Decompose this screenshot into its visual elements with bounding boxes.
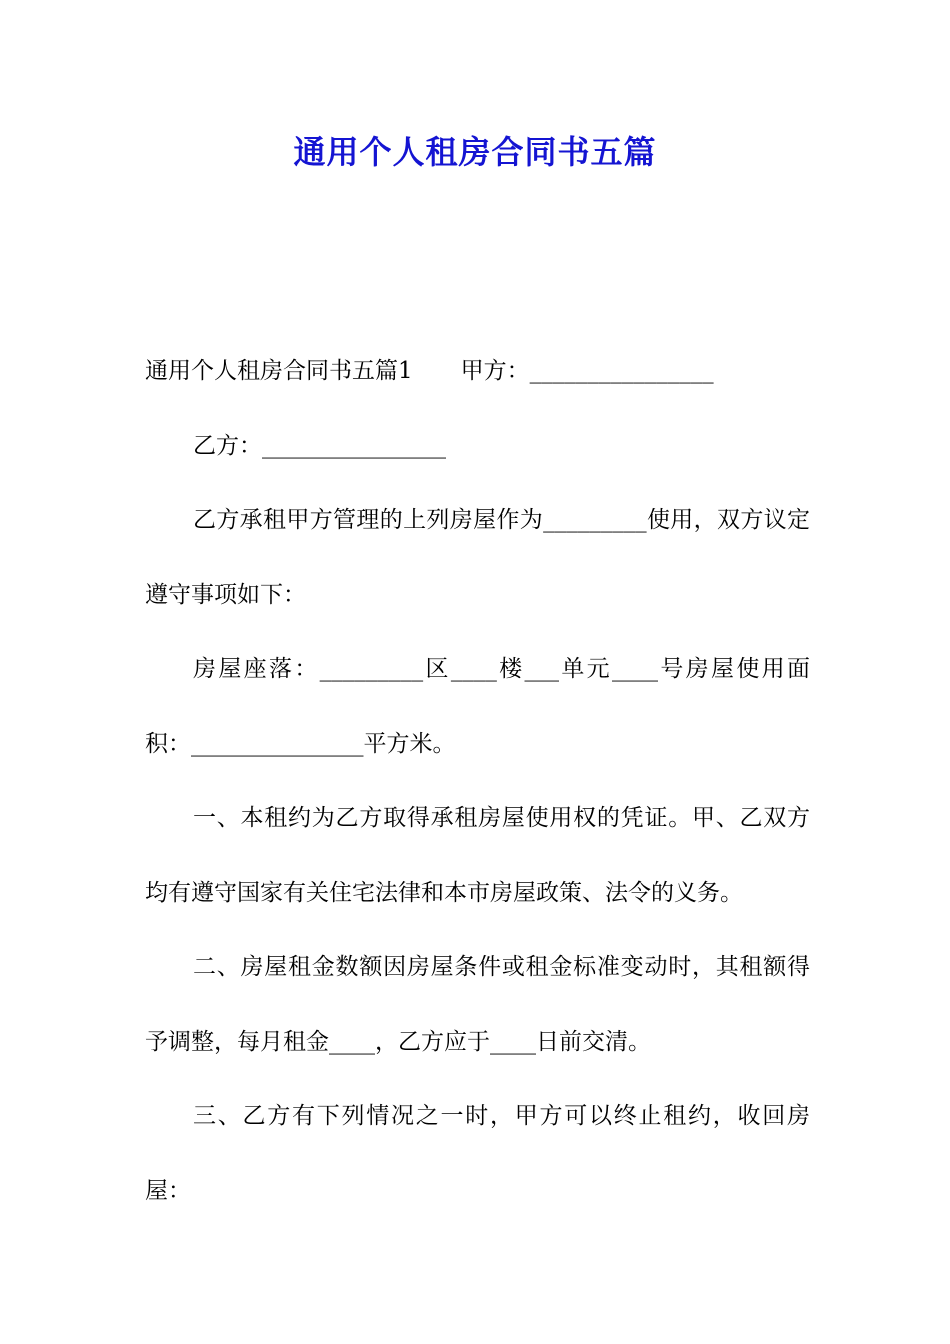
paragraph-clause-1: 一、本租约为乙方取得承租房屋使用权的凭证。甲、乙双方均有遵守国家有关住宅法律和本市房屋政策、法令的义务。 [145, 805, 810, 906]
paragraph-1 [145, 334, 810, 409]
paragraph-party-b: 乙方：________________ [193, 432, 446, 459]
paragraph-location: 房屋座落：_________区____楼___单元____号房屋使用面积：_______________平方米。 [145, 656, 810, 757]
section-heading: 通用个人租房合同书五篇1 [145, 358, 413, 384]
paragraph-clause-2: 二、房屋租金数额因房屋条件或租金标准变动时，其租额得予调整，每月租金____，乙方应于____日前交清。 [145, 954, 810, 1055]
document-body [145, 334, 810, 1228]
paragraph-purpose: 乙方承租甲方管理的上列房屋作为_________使用，双方议定遵守事项如下： [145, 507, 810, 608]
paragraph-clause-3: 三、乙方有下列情况之一时，甲方可以终止租约，收回房屋： [145, 1103, 810, 1204]
document-title: 通用个人租房合同书五篇 [293, 133, 657, 171]
party-a-line: 甲方：________________ [460, 358, 714, 384]
